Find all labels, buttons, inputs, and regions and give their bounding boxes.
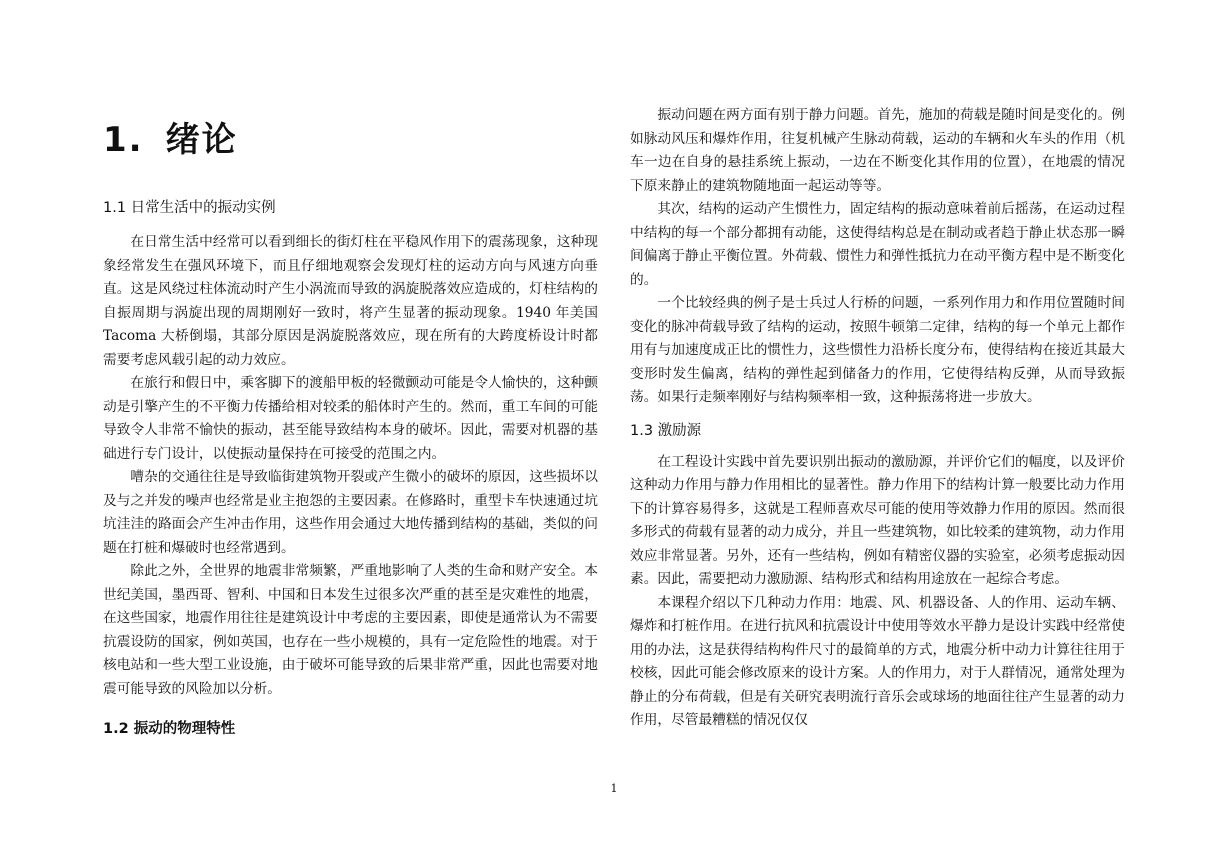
section-1-1-body xyxy=(103,231,598,701)
paragraph: 其次，结构的运动产生惯性力，固定结构的振动意味着前后摇荡，在运动过程中结构的每一个部分都拥有动能，这使得结构总是在制动或者趋于静止状态那一瞬间偏离于静止平衡位置。外荷载、惯性力和弹性抵抗力在动平衡方程中是不断变化的。 xyxy=(630,201,1125,288)
paragraph: 在旅行和假日中，乘客脚下的渡船甲板的轻微颤动可能是令人愉快的，这种颤动是引擎产生的不平衡力传播给相对较柔的船体时产生的。然而，重工车间的可能导致令人非常不愉快的振动，甚至能导致结构本身的破坏。因此，需要对机器的基础进行专门设计，以使振动量保持在可接受的范围之内。 xyxy=(103,375,598,462)
chapter-number: 1. xyxy=(103,120,144,160)
paragraph: 本课程介绍以下几种动力作用：地震、风、机器设备、人的作用、运动车辆、爆炸和打桩作用。在进行抗风和抗震设计中使用等效水平静力是设计实践中经常使用的办法，这是获得结构构件尺寸的最简单的方式，地震分析中动力计算往往用于校核，因此可能会修改原来的设计方案。人的作用力，对于人群情况，通常处理为静止的分布荷载，但是有关研究表明流行音乐会或球场的地面往往产生显著的动力作用，尽管最糟糕的情况仅仅 xyxy=(630,594,1125,728)
paragraph: 在工程设计实践中首先要识别出振动的激励源，并评价它们的幅度，以及评价这种动力作用与静力作用相比的显著性。静力作用下的结构计算一般要比动力作用下的计算容易得多，这就是工程师喜欢尽可能的使用等效静力作用的原因。然而很多形式的荷载有显著的动力成分，并且一些建筑物，如比较柔的建筑物，动力作用效应非常显著。另外，还有一些结构，例如有精密仪器的实验室，必须考虑振动因素。因此，需要把动力激励源、结构形式和结构用途放在一起综合考虑。 xyxy=(630,453,1125,587)
paragraph: 除此之外，全世界的地震非常频繁，严重地影响了人类的生命和财产安全。本世纪美国，墨西哥、智利、中国和日本发生过很多次严重的甚至是灾难性的地震，在这些国家，地震作用往往是建筑设计中考虑的主要因素，即使是通常认为不需要抗震设防的国家，例如英国，也存在一些小规模的，具有一定危险性的地震。对于核电站和一些大型工业设施，由于破坏可能导致的后果非常严重，因此也需要对地震可能导致的风险加以分析。 xyxy=(103,563,598,697)
right-column xyxy=(630,104,1125,733)
section-heading-1-1: 1.1 日常生活中的振动实例 xyxy=(103,200,276,216)
chapter-title-text: 绪论 xyxy=(165,120,238,160)
paragraph: 振动问题在两方面有别于静力问题。首先，施加的荷载是随时间是变化的。例如脉动风压和爆炸作用，往复机械产生脉动荷载，运动的车辆和火车头的作用（机车一边在自身的悬挂系统上振动，一边在不断变化其作用的位置），在地震的情况下原来静止的建筑物随地面一起运动等等。 xyxy=(630,107,1125,194)
section-heading-1-3: 1.3 激励源 xyxy=(630,422,702,439)
paragraph: 嘈杂的交通往往是导致临街建筑物开裂或产生微小的破坏的原因，这些损坏以及与之并发的噪声也经常是业主抱怨的主要因素。在修路时，重型卡车快速通过坑坑洼洼的路面会产生冲击作用，这些作用会通过大地传播到结构的基础，类似的问题在打桩和爆破时也经常遇到。 xyxy=(103,469,598,556)
chapter-title xyxy=(103,120,238,160)
paragraph: 一个比较经典的例子是士兵过人行桥的问题，一系列作用力和作用位置随时间变化的脉冲荷载导致了结构的运动，按照牛顿第二定律，结构的每一个单元上都作用有与加速度成正比的惯性力，这些惯性力沿桥长度分布，使得结构在接近其最大变形时发生偏离，结构的弹性起到储备力的作用，它使得结构反弹，从而导致振荡。如果行走频率刚好与结构频率相一致，这种振荡将进一步放大。 xyxy=(630,295,1125,405)
paragraph: 在日常生活中经常可以看到细长的街灯柱在平稳风作用下的震荡现象，这种现象经常发生在强风环境下，而且仔细地观察会发现灯柱的运动方向与风速方向垂直。这是风绕过柱体流动时产生小涡流而导致的涡旋脱落效应造成的，灯柱结构的自振周期与涡旋出现的周期刚好一致时，将产生显著的振动现象。1940 年美国 Tacoma 大桥倒塌，其部分原因是涡旋脱落效应，现在所有的大跨度桥设计时都需要考虑风载引起的动力效应。 xyxy=(103,234,598,368)
page-number: 1 xyxy=(610,782,618,795)
section-heading-1-2: 1.2 振动的物理特性 xyxy=(103,721,236,737)
